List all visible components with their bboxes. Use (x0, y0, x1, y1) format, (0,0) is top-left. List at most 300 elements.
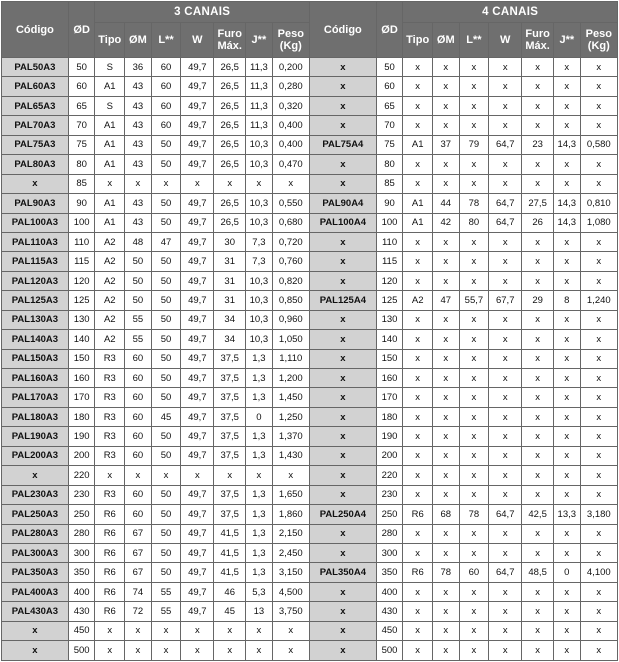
table-cell: x (489, 252, 522, 271)
table-cell: x (522, 524, 554, 543)
table-cell: x (459, 77, 489, 96)
table-cell: x (459, 96, 489, 115)
table-cell: 26,5 (214, 135, 246, 154)
table-cell: A2 (95, 291, 125, 310)
table-cell: x (403, 485, 433, 504)
table-cell: 500 (376, 641, 403, 661)
table-cell: 31 (214, 271, 246, 290)
table-cell: x (522, 485, 554, 504)
table-cell: R3 (95, 388, 125, 407)
table-cell: R6 (95, 582, 125, 601)
table-cell: x (403, 641, 433, 661)
product-code-cell: x (2, 621, 69, 640)
table-cell: x (580, 155, 617, 174)
table-cell: A1 (95, 213, 125, 232)
header-group-4-canais: 4 CANAIS (403, 2, 618, 23)
table-cell: 14,3 (554, 135, 581, 154)
table-cell: 300 (68, 543, 95, 562)
table-row (2, 77, 618, 96)
table-cell: x (554, 174, 581, 193)
table-cell: x (433, 524, 460, 543)
table-cell: x (580, 310, 617, 329)
table-cell: x (403, 349, 433, 368)
table-cell: x (459, 446, 489, 465)
table-cell: x (580, 543, 617, 562)
table-cell: A1 (95, 77, 125, 96)
table-cell: 100 (376, 213, 403, 232)
table-cell: 50 (151, 291, 181, 310)
table-cell: 68 (433, 505, 460, 524)
table-cell: x (433, 602, 460, 621)
table-cell: S (95, 96, 125, 115)
table-cell: 300 (376, 543, 403, 562)
table-cell: R6 (403, 563, 433, 582)
table-cell: x (459, 466, 489, 485)
table-cell: x (554, 349, 581, 368)
table-cell: 125 (68, 291, 95, 310)
product-code-cell: x (309, 466, 376, 485)
table-cell: x (522, 96, 554, 115)
table-cell: 50 (151, 194, 181, 213)
table-cell: x (580, 466, 617, 485)
table-cell: 60 (125, 388, 152, 407)
product-code-cell: PAL50A3 (2, 58, 69, 77)
table-cell: 67 (125, 543, 152, 562)
table-cell: 55 (125, 310, 152, 329)
product-code-cell: x (309, 96, 376, 115)
table-row (2, 135, 618, 154)
table-cell: x (433, 232, 460, 251)
product-code-cell: x (2, 641, 69, 661)
table-cell: 50 (151, 543, 181, 562)
table-cell: x (522, 641, 554, 661)
table-cell: 49,7 (181, 349, 214, 368)
product-code-cell: PAL125A4 (309, 291, 376, 310)
table-cell: x (459, 524, 489, 543)
table-cell: 80 (68, 155, 95, 174)
table-cell: x (580, 116, 617, 135)
table-row (2, 563, 618, 582)
table-cell: 37,5 (214, 427, 246, 446)
product-code-cell: x (309, 485, 376, 504)
table-cell: x (580, 330, 617, 349)
table-cell: x (459, 349, 489, 368)
product-code-cell: x (309, 543, 376, 562)
product-code-cell: x (309, 407, 376, 426)
table-cell: x (403, 252, 433, 271)
table-cell: 49,7 (181, 407, 214, 426)
table-cell: 37,5 (214, 446, 246, 465)
product-code-cell: x (309, 621, 376, 640)
table-row (2, 466, 618, 485)
table-cell: 10,3 (246, 213, 273, 232)
table-row (2, 505, 618, 524)
header-right-col-1: ØM (433, 23, 460, 58)
table-cell: 49,7 (181, 524, 214, 543)
product-code-cell: PAL180A3 (2, 407, 69, 426)
table-cell: 150 (376, 349, 403, 368)
table-cell: x (522, 310, 554, 329)
table-cell: x (522, 271, 554, 290)
table-cell: x (580, 621, 617, 640)
table-cell: x (433, 485, 460, 504)
table-cell: 50 (151, 213, 181, 232)
table-cell: 37,5 (214, 349, 246, 368)
table-cell: 1,3 (246, 369, 273, 388)
table-cell: x (246, 621, 273, 640)
table-cell: x (489, 310, 522, 329)
table-cell: 130 (376, 310, 403, 329)
table-row (2, 427, 618, 446)
table-cell: x (580, 252, 617, 271)
product-code-cell: PAL300A3 (2, 543, 69, 562)
table-cell: A2 (403, 291, 433, 310)
table-row (2, 407, 618, 426)
table-cell: 64,7 (489, 505, 522, 524)
table-row (2, 58, 618, 77)
table-cell: x (403, 58, 433, 77)
table-cell: 0,720 (272, 232, 309, 251)
product-code-cell: PAL140A3 (2, 330, 69, 349)
table-cell: 26,5 (214, 116, 246, 135)
table-cell: 50 (68, 58, 95, 77)
header-right-col-5: J** (554, 23, 581, 58)
table-cell: x (580, 232, 617, 251)
table-cell: x (151, 641, 181, 661)
table-cell: x (522, 116, 554, 135)
table-cell: x (522, 330, 554, 349)
table-cell: 14,3 (554, 194, 581, 213)
table-cell: x (433, 349, 460, 368)
table-cell: x (433, 330, 460, 349)
table-cell: 0 (246, 407, 273, 426)
table-cell: 0,760 (272, 252, 309, 271)
table-cell: 10,3 (246, 310, 273, 329)
table-cell: x (403, 407, 433, 426)
table-cell: 1,3 (246, 427, 273, 446)
header-left-col-5: J** (246, 23, 273, 58)
table-cell: 34 (214, 310, 246, 329)
table-cell: 120 (68, 271, 95, 290)
table-cell: 220 (376, 466, 403, 485)
table-row (2, 543, 618, 562)
table-cell: x (433, 466, 460, 485)
table-cell: x (522, 349, 554, 368)
product-code-cell: x (309, 232, 376, 251)
product-code-cell: PAL65A3 (2, 96, 69, 115)
product-spec-table (1, 1, 618, 661)
table-row (2, 485, 618, 504)
table-cell: x (433, 427, 460, 446)
table-cell: 1,430 (272, 446, 309, 465)
table-cell: R3 (95, 369, 125, 388)
table-cell: 140 (68, 330, 95, 349)
table-cell: 430 (68, 602, 95, 621)
table-cell: 23 (522, 135, 554, 154)
table-cell: 49,7 (181, 505, 214, 524)
table-row (2, 232, 618, 251)
table-cell: 60 (125, 485, 152, 504)
table-cell: x (489, 466, 522, 485)
table-cell: x (403, 388, 433, 407)
table-cell: R6 (95, 602, 125, 621)
table-row (2, 155, 618, 174)
table-cell: 60 (151, 58, 181, 77)
table-cell: x (403, 621, 433, 640)
table-cell: 1,3 (246, 485, 273, 504)
header-left-col-1: ØM (125, 23, 152, 58)
table-cell: 1,200 (272, 369, 309, 388)
table-cell: x (403, 96, 433, 115)
table-body (2, 58, 618, 661)
product-code-cell: PAL250A3 (2, 505, 69, 524)
table-cell: 5,3 (246, 582, 273, 601)
header-left-col-3: W (181, 23, 214, 58)
table-cell: 49,7 (181, 563, 214, 582)
table-cell: 115 (376, 252, 403, 271)
table-cell: 44 (433, 194, 460, 213)
table-cell: x (95, 621, 125, 640)
table-cell: 45 (151, 407, 181, 426)
product-code-cell: PAL190A3 (2, 427, 69, 446)
table-cell: 130 (68, 310, 95, 329)
table-cell: 49,7 (181, 330, 214, 349)
table-cell: x (554, 582, 581, 601)
table-cell: x (580, 485, 617, 504)
table-cell: x (459, 58, 489, 77)
table-cell: 49,7 (181, 252, 214, 271)
table-cell: 90 (376, 194, 403, 213)
table-cell: x (181, 621, 214, 640)
table-cell: 60 (125, 427, 152, 446)
table-cell: 50 (151, 349, 181, 368)
table-cell: x (403, 155, 433, 174)
table-cell: x (181, 174, 214, 193)
table-cell: x (554, 252, 581, 271)
table-cell: x (246, 641, 273, 661)
table-cell: x (489, 446, 522, 465)
table-cell: 10,3 (246, 135, 273, 154)
table-cell: x (151, 174, 181, 193)
header-code-left: Código (2, 2, 69, 58)
table-cell: A1 (403, 194, 433, 213)
table-cell: x (580, 96, 617, 115)
product-code-cell: x (309, 58, 376, 77)
table-cell: x (433, 446, 460, 465)
table-cell: x (95, 174, 125, 193)
table-cell: 280 (68, 524, 95, 543)
table-cell: x (554, 369, 581, 388)
table-cell: 49,7 (181, 485, 214, 504)
table-cell: 26,5 (214, 96, 246, 115)
table-row (2, 602, 618, 621)
table-cell: x (489, 96, 522, 115)
table-cell: 0,400 (272, 116, 309, 135)
table-cell: 41,5 (214, 524, 246, 543)
table-cell: x (554, 388, 581, 407)
table-cell: x (554, 330, 581, 349)
table-cell: A1 (95, 135, 125, 154)
product-code-cell: PAL200A3 (2, 446, 69, 465)
table-cell: 49,7 (181, 543, 214, 562)
product-code-cell: x (309, 174, 376, 193)
table-cell: 49,7 (181, 213, 214, 232)
table-cell: 79 (459, 135, 489, 154)
table-cell: 49,7 (181, 155, 214, 174)
product-code-cell: x (309, 155, 376, 174)
table-cell: 37,5 (214, 505, 246, 524)
table-cell: 42 (433, 213, 460, 232)
table-cell: x (554, 407, 581, 426)
table-cell: x (151, 621, 181, 640)
table-cell: x (580, 524, 617, 543)
table-cell: x (433, 58, 460, 77)
table-cell: 49,7 (181, 291, 214, 310)
table-cell: A1 (95, 194, 125, 213)
table-cell: x (433, 369, 460, 388)
table-cell: 3,750 (272, 602, 309, 621)
table-cell: x (489, 155, 522, 174)
table-cell: 50 (151, 155, 181, 174)
table-row (2, 582, 618, 601)
table-cell: 60 (68, 77, 95, 96)
table-cell: 13 (246, 602, 273, 621)
table-cell: 49,7 (181, 310, 214, 329)
table-cell: x (489, 116, 522, 135)
table-cell: 250 (68, 505, 95, 524)
product-code-cell: x (2, 466, 69, 485)
table-cell: x (459, 252, 489, 271)
table-cell: x (433, 271, 460, 290)
product-code-cell: PAL75A4 (309, 135, 376, 154)
table-cell: x (489, 271, 522, 290)
table-cell: x (403, 446, 433, 465)
table-cell: 37 (433, 135, 460, 154)
table-cell: 160 (68, 369, 95, 388)
table-cell: x (403, 174, 433, 193)
table-cell: R3 (95, 427, 125, 446)
header-right-col-6: Peso (Kg) (580, 23, 617, 58)
table-cell: x (554, 271, 581, 290)
product-code-cell: PAL130A3 (2, 310, 69, 329)
table-cell: 200 (376, 446, 403, 465)
product-code-cell: PAL60A3 (2, 77, 69, 96)
table-cell: 67,7 (489, 291, 522, 310)
table-row (2, 174, 618, 193)
table-cell: x (522, 466, 554, 485)
table-cell: 11,3 (246, 116, 273, 135)
table-cell: 0,550 (272, 194, 309, 213)
table-cell: x (459, 174, 489, 193)
table-cell: x (522, 369, 554, 388)
table-cell: x (459, 116, 489, 135)
table-cell: x (580, 349, 617, 368)
table-row (2, 271, 618, 290)
table-cell: 150 (68, 349, 95, 368)
table-cell: x (554, 466, 581, 485)
table-cell: x (459, 407, 489, 426)
table-cell: 65 (68, 96, 95, 115)
table-cell: x (459, 232, 489, 251)
table-cell: x (580, 369, 617, 388)
table-cell: x (489, 641, 522, 661)
table-cell: 75 (68, 135, 95, 154)
product-code-cell: PAL400A3 (2, 582, 69, 601)
table-cell: x (580, 388, 617, 407)
table-cell: x (403, 77, 433, 96)
table-cell: 1,240 (580, 291, 617, 310)
header-left-col-0: Tipo (95, 23, 125, 58)
table-cell: x (554, 155, 581, 174)
table-cell: 55 (151, 602, 181, 621)
product-code-cell: PAL150A3 (2, 349, 69, 368)
table-cell: x (433, 407, 460, 426)
table-cell: 43 (125, 77, 152, 96)
table-cell: x (554, 116, 581, 135)
table-row (2, 213, 618, 232)
product-code-cell: PAL170A3 (2, 388, 69, 407)
table-cell: 1,250 (272, 407, 309, 426)
table-cell: x (489, 330, 522, 349)
table-cell: 74 (125, 582, 152, 601)
table-cell: x (522, 427, 554, 446)
table-cell: x (580, 407, 617, 426)
table-cell: x (403, 427, 433, 446)
table-row (2, 446, 618, 465)
table-cell: 0,850 (272, 291, 309, 310)
table-cell: 55 (125, 330, 152, 349)
table-cell: 50 (151, 271, 181, 290)
table-cell: 1,3 (246, 388, 273, 407)
table-cell: 50 (125, 291, 152, 310)
table-cell: 43 (125, 116, 152, 135)
table-cell: 4,100 (580, 563, 617, 582)
table-cell: 49,7 (181, 602, 214, 621)
table-cell: x (459, 621, 489, 640)
table-cell: x (522, 446, 554, 465)
table-cell: 31 (214, 291, 246, 310)
table-cell: 1,3 (246, 543, 273, 562)
table-cell: x (580, 427, 617, 446)
table-row (2, 96, 618, 115)
product-code-cell: x (309, 446, 376, 465)
table-cell: x (489, 485, 522, 504)
table-cell: x (214, 174, 246, 193)
table-cell: x (489, 427, 522, 446)
table-cell: 50 (151, 135, 181, 154)
table-cell: 1,450 (272, 388, 309, 407)
table-cell: 49,7 (181, 369, 214, 388)
table-cell: 115 (68, 252, 95, 271)
table-cell: 50 (151, 388, 181, 407)
table-cell: x (554, 621, 581, 640)
table-cell: 47 (151, 232, 181, 251)
table-cell: 180 (68, 407, 95, 426)
table-cell: 0,580 (580, 135, 617, 154)
table-cell: x (489, 524, 522, 543)
table-cell: x (459, 369, 489, 388)
table-cell: x (181, 466, 214, 485)
product-code-cell: x (309, 369, 376, 388)
table-cell: 2,150 (272, 524, 309, 543)
table-cell: 1,110 (272, 349, 309, 368)
table-cell: 36 (125, 58, 152, 77)
table-cell: 170 (68, 388, 95, 407)
table-cell: 60 (125, 369, 152, 388)
table-cell: x (554, 485, 581, 504)
table-cell: 41,5 (214, 563, 246, 582)
table-cell: x (433, 388, 460, 407)
